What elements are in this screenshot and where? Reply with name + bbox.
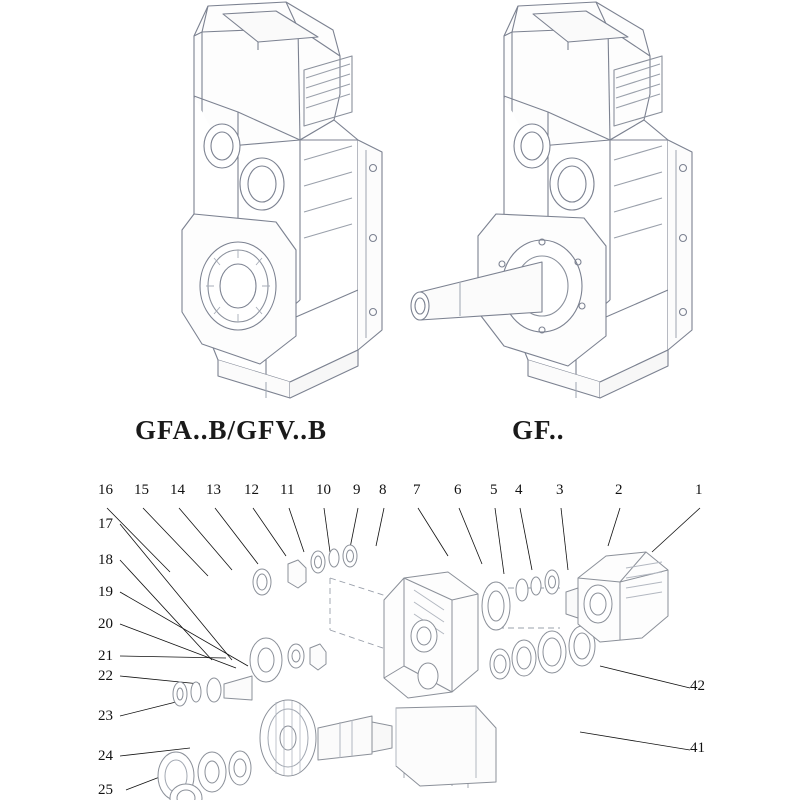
callout-10: 10: [316, 482, 331, 498]
callout-23: 23: [98, 708, 113, 724]
callout-19: 19: [98, 584, 113, 600]
gearbox-view-left: [90, 0, 410, 400]
callout-24: 24: [98, 748, 113, 764]
callout-18: 18: [98, 552, 113, 568]
callout-6: 6: [454, 482, 462, 498]
callout-2: 2: [615, 482, 623, 498]
callout-14: 14: [170, 482, 185, 498]
gearbox-view-right: [400, 0, 720, 400]
callout-25: 25: [98, 782, 113, 798]
callout-22: 22: [98, 668, 113, 684]
callout-16: 16: [98, 482, 113, 498]
callout-4: 4: [515, 482, 523, 498]
callout-8: 8: [379, 482, 387, 498]
callout-13: 13: [206, 482, 221, 498]
callout-11: 11: [280, 482, 295, 498]
callout-41: 41: [690, 740, 705, 756]
callout-17: 17: [98, 516, 113, 532]
callout-1: 1: [695, 482, 703, 498]
caption-gf: GF..: [512, 415, 565, 445]
callout-7: 7: [413, 482, 421, 498]
callout-21: 21: [98, 648, 113, 664]
callout-12: 12: [244, 482, 259, 498]
callout-42: 42: [690, 678, 705, 694]
callout-9: 9: [353, 482, 361, 498]
callout-5: 5: [490, 482, 498, 498]
caption-gfa-gfv: GFA..B/GFV..B: [135, 415, 328, 445]
callout-3: 3: [556, 482, 564, 498]
callout-15: 15: [134, 482, 149, 498]
callout-20: 20: [98, 616, 113, 632]
exploded-parts-diagram: [0, 460, 800, 800]
